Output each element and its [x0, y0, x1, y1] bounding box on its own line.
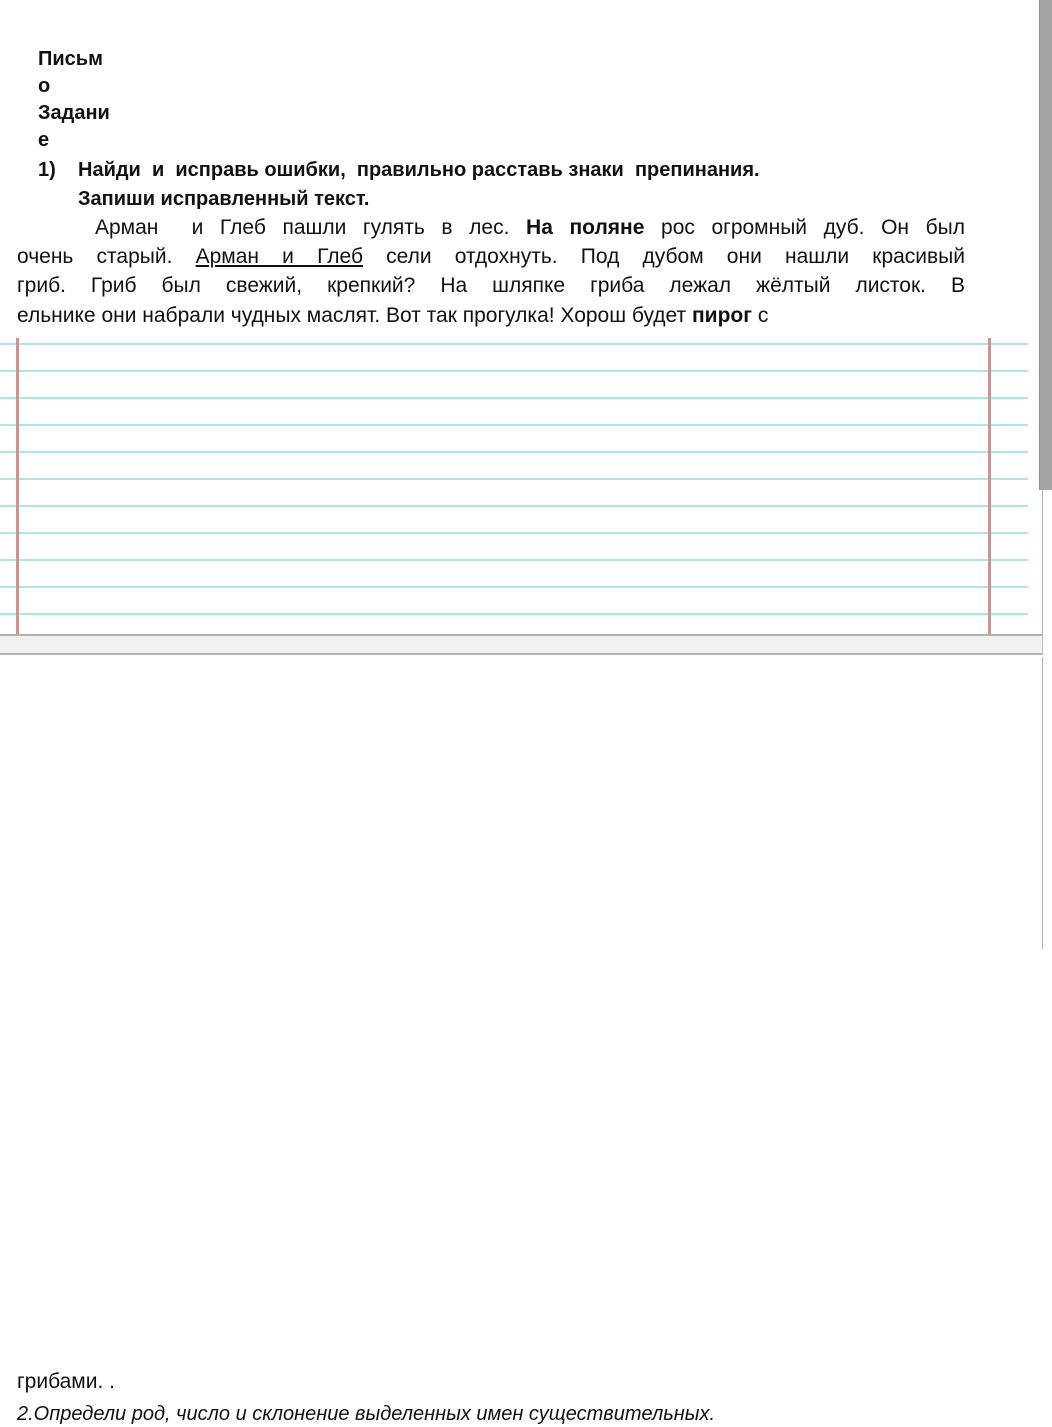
page2-text-line: грибами. . [17, 1370, 115, 1393]
plain-text: очень старый. [17, 245, 196, 268]
task-instruction-line-2: Запиши исправленный текст. [78, 188, 370, 210]
plain-text: сели отдохнуть. Под дубом они нашли красивый [363, 245, 966, 268]
task2-instruction: 2.Определи род, число и склонение выделенных имен существительных. [17, 1403, 716, 1425]
bold-text: На поляне [526, 216, 645, 239]
vertical-scrollbar[interactable] [1038, 0, 1052, 949]
plain-text: с [751, 304, 769, 327]
task-instruction-line-1: Найди и исправь ошибки, правильно расставь знаки препинания. [78, 159, 760, 181]
heading-line: Письм [38, 48, 103, 70]
rule-line [0, 397, 1028, 399]
plain-text: гриб. Гриб был свежий, крепкий? На шляпке гриба лежал жёлтый листок. В [17, 274, 965, 297]
notebook-writing-area [0, 338, 1043, 634]
left-margin-line [16, 338, 19, 634]
paragraph-line [17, 303, 965, 329]
underlined-text: Арман и Глеб [195, 245, 363, 268]
paragraph-line [17, 215, 965, 241]
page-2 [0, 657, 1043, 1425]
paragraph-line [17, 244, 965, 270]
plain-text: ельнике они набрали чудных маслят. Вот так прогулка! Хорош будет [17, 304, 692, 327]
plain-text: рос огромный дуб. Он был [644, 216, 965, 239]
paragraph-line [17, 273, 965, 299]
scrollbar-thumb[interactable] [1039, 0, 1052, 490]
rule-line [0, 370, 1028, 372]
heading-line: о [38, 75, 51, 97]
page-1 [0, 0, 1043, 636]
rule-line [0, 451, 1028, 453]
bold-text: пирог [691, 304, 752, 327]
plain-text: Арман и Глеб пашли гулять в лес. [95, 216, 527, 239]
rule-line [0, 532, 1028, 534]
right-margin-line [988, 338, 991, 634]
rule-line [0, 478, 1028, 480]
rule-line [0, 613, 1028, 615]
rule-line [0, 343, 1028, 345]
rule-line [0, 505, 1028, 507]
page-separator [0, 636, 1043, 655]
rule-line [0, 424, 1028, 426]
task-number: 1) [38, 159, 56, 181]
rule-line [0, 559, 1028, 561]
rule-line [0, 586, 1028, 588]
heading-line: е [38, 129, 50, 151]
heading-line: Задани [38, 102, 110, 124]
